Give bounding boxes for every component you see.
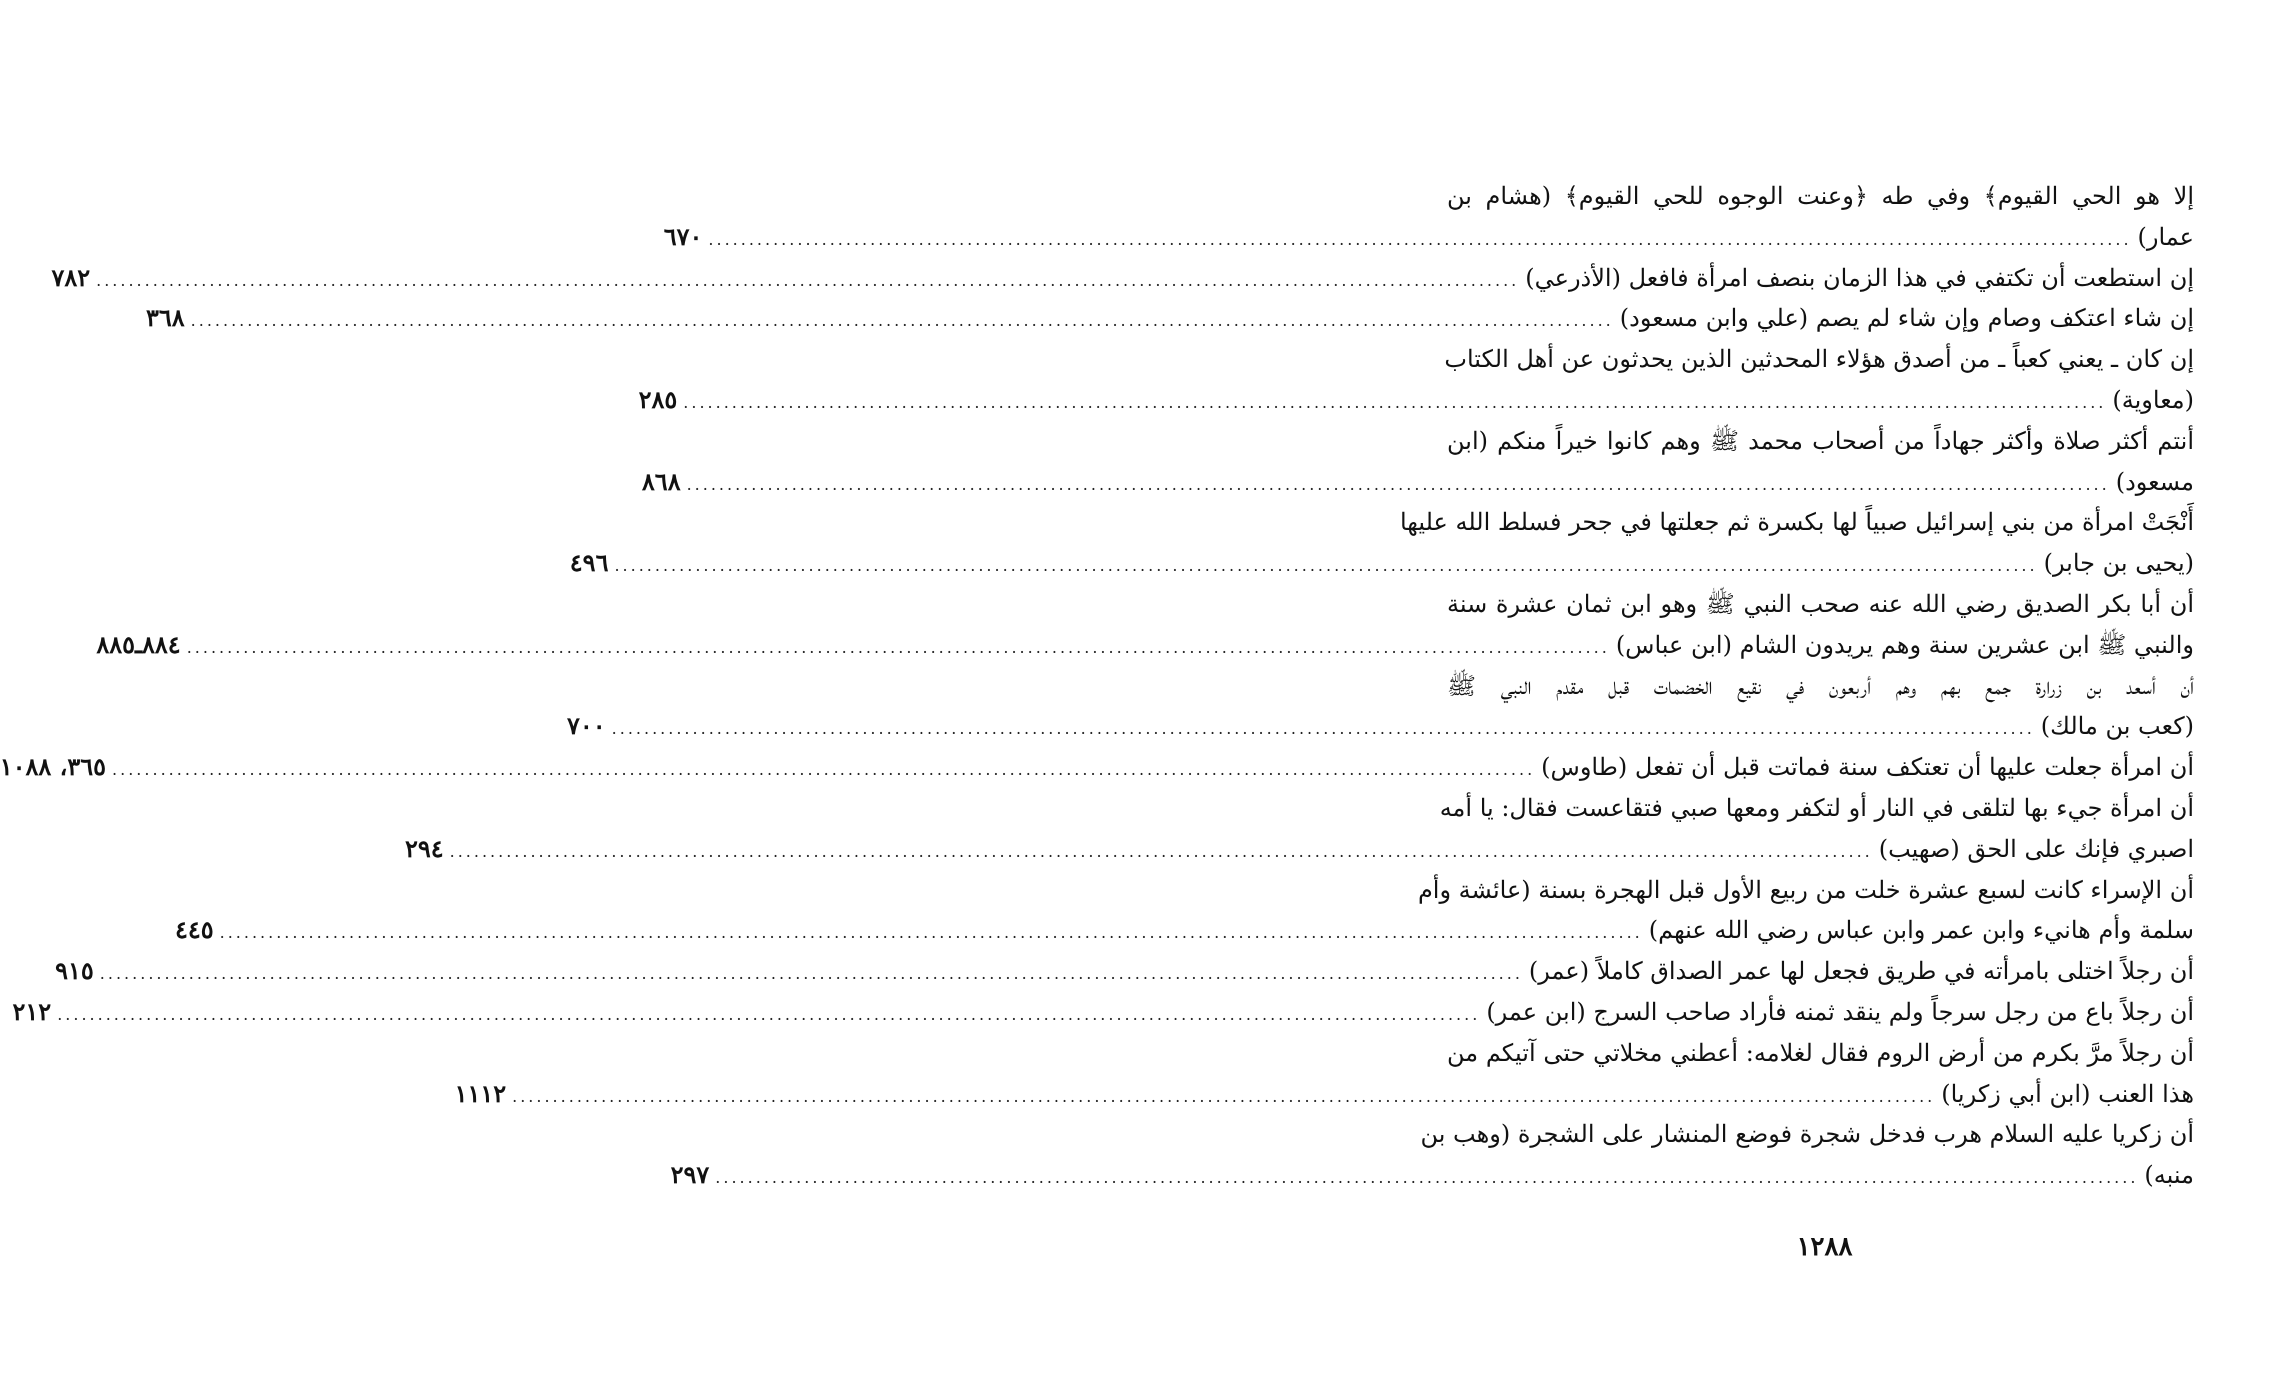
- page-ref: ١١١٢: [454, 1078, 507, 1108]
- page-ref: ٢٩٤: [404, 833, 444, 863]
- page-ref: ٢١٢: [12, 996, 52, 1026]
- page-ref: ٨٦٨: [641, 466, 681, 496]
- index-entry: [454, 1033, 2194, 1115]
- dot-leader: [681, 465, 2116, 506]
- entry-last-line: هذا العنب (ابن أبي زكريا) ..... ١١١٢: [1447, 1074, 2194, 1115]
- index-entry: [569, 502, 2194, 584]
- index-entry: [96, 584, 2194, 666]
- entry-text-line: إن كان ـ يعني كعباً ـ من أصدق هؤلاء المحدثين الذين يحدثون عن أهل الكتاب: [1444, 345, 2194, 374]
- page-number: ١٢٨٨: [1796, 1232, 1853, 1262]
- entry-text-line: أن أسعد بن زرارة جمع بهم وهم أربعون في نقيع الخضمات قبل مقدم النبي ﷺ: [1447, 671, 2194, 700]
- index-entry: [12, 992, 2194, 1033]
- entry-last-line: والنبي ﷺ ابن عشرين سنة وهم يريدون الشام (ابن عباس) ..... ٨٨٤ـ٨٨٥: [1447, 625, 2194, 666]
- entry-last-line: (يحيى بن جابر) ..... ٤٩٦: [1447, 543, 2194, 584]
- entry-last-line: مسعود) ..... ٨٦٨: [1447, 462, 2194, 503]
- dot-leader: [709, 1158, 2144, 1199]
- dot-leader: [181, 628, 1616, 669]
- dot-leader: [106, 750, 1541, 791]
- entry-text-line: أن زكريا عليه السلام هرب فدخل شجرة فوضع المنشار على الشجرة (وهب بن: [1420, 1120, 2194, 1149]
- index-entry: [404, 788, 2194, 870]
- dot-leader: [702, 220, 2137, 261]
- page-ref: ٢٨٥: [638, 384, 678, 414]
- index-entry: [145, 298, 2194, 339]
- dot-leader: [185, 301, 1620, 342]
- page-ref: ٤٤٥: [174, 915, 214, 945]
- entry-text-line: إلا هو الحي القيوم﴾ وفي طه ﴿وعنت الوجوه للحي القيوم﴾ (هشام بن: [1447, 182, 2194, 210]
- entry-last-line: سلمة وأم هانيء وابن عمر وابن عباس رضي الله عنهم) ..... ٤٤٥: [1447, 910, 2194, 951]
- dot-leader: [214, 913, 1649, 954]
- index-entry: [638, 339, 2194, 421]
- entry-text-line: أن الإسراء كانت لسبع عشرة خلت من ربيع الأول قبل الهجرة بسنة (عائشة وأم: [1417, 875, 2194, 904]
- index-entry: [566, 666, 2194, 748]
- entry-last-line: (معاوية) ..... ٢٨٥: [1447, 380, 2194, 421]
- entry-text-line: أن امرأة جيء بها لتلقى في النار أو لتكفر ومعها صبي فتقاعست فقال: يا أمه: [1439, 793, 2194, 822]
- entry-last-line: إن شاء اعتكف وصام وإن شاء لم يصم (علي وابن مسعود) ..... ٣٦٨: [1447, 298, 2194, 339]
- page-ref: ٤٩٦: [569, 548, 609, 578]
- page-ref: ٩١٥: [55, 956, 94, 986]
- dot-leader: [608, 546, 2043, 587]
- index-entry: [663, 176, 2194, 258]
- index-entry: [174, 870, 2194, 952]
- dot-leader: [444, 832, 1879, 873]
- entry-last-line: أن رجلاً باع من رجل سرجاً ولم ينقد ثمنه فأراد صاحب السرج (ابن عمر) ..... ٢١٢: [1447, 992, 2194, 1033]
- page-ref: ٢٩٧: [670, 1160, 710, 1190]
- page-ref: ٧٠٠: [566, 711, 606, 741]
- entry-text-line: أن أبا بكر الصديق رضي الله عنه صحب النبي ﷺ وهو ابن ثمان عشرة سنة: [1447, 589, 2194, 618]
- page-ref: ٦٧٠: [663, 221, 703, 251]
- entry-text-line: أَنْجَتْ امرأة من بني إسرائيل صبياً لها بكسرة ثم جعلتها في جحر فسلط الله عليها: [1399, 508, 2194, 537]
- dot-leader: [94, 954, 1529, 995]
- dot-leader: [677, 383, 2112, 424]
- dot-leader: [506, 1077, 1941, 1118]
- entry-last-line: أن رجلاً اختلى بامرأته في طريق فجعل لها عمر الصداق كاملاً (عمر) ..... ٩١٥: [1447, 951, 2194, 992]
- entry-text-line: أن رجلاً مرَّ بكرم من أرض الروم فقال لغلامه: أعطني مخلاتي حتى آتيكم من: [1447, 1038, 2194, 1067]
- index-entry: [641, 421, 2194, 503]
- entry-last-line: أن امرأة جعلت عليها أن تعتكف سنة فماتت قبل أن تفعل (طاوس) ..... ٣٦٥، ١٠٨٨: [1447, 747, 2194, 788]
- page-ref: ٣٦٨: [145, 303, 185, 333]
- entry-last-line: اصبري فإنك على الحق (صهيب) ..... ٢٩٤: [1447, 829, 2194, 870]
- entry-last-line: عمار) ..... ٦٧٠: [1447, 217, 2194, 258]
- entry-last-line: منبه) ..... ٢٩٧: [1447, 1155, 2194, 1196]
- entry-last-line: إن استطعت أن تكتفي في هذا الزمان بنصف امرأة فافعل (الأذرعي) ..... ٧٨٢: [1447, 258, 2194, 299]
- index-entry: [0, 747, 2194, 788]
- dot-leader: [90, 261, 1525, 302]
- page-ref: ٣٦٥، ١٠٨٨: [0, 752, 107, 782]
- index-entry: [670, 1114, 2194, 1196]
- dot-leader: [606, 709, 2041, 750]
- page-ref: ٨٨٤ـ٨٨٥: [96, 629, 181, 659]
- index-entry: [55, 951, 2194, 992]
- page-ref: ٧٨٢: [51, 262, 91, 292]
- index-entry: [51, 258, 2194, 299]
- entry-text-line: أنتم أكثر صلاة وأكثر جهاداً من أصحاب محمد ﷺ وهم كانوا خيراً منكم (ابن: [1447, 426, 2194, 455]
- dot-leader: [51, 995, 1486, 1036]
- index-list: [0, 176, 2194, 1196]
- entry-last-line: (كعب بن مالك) ..... ٧٠٠: [1447, 706, 2194, 747]
